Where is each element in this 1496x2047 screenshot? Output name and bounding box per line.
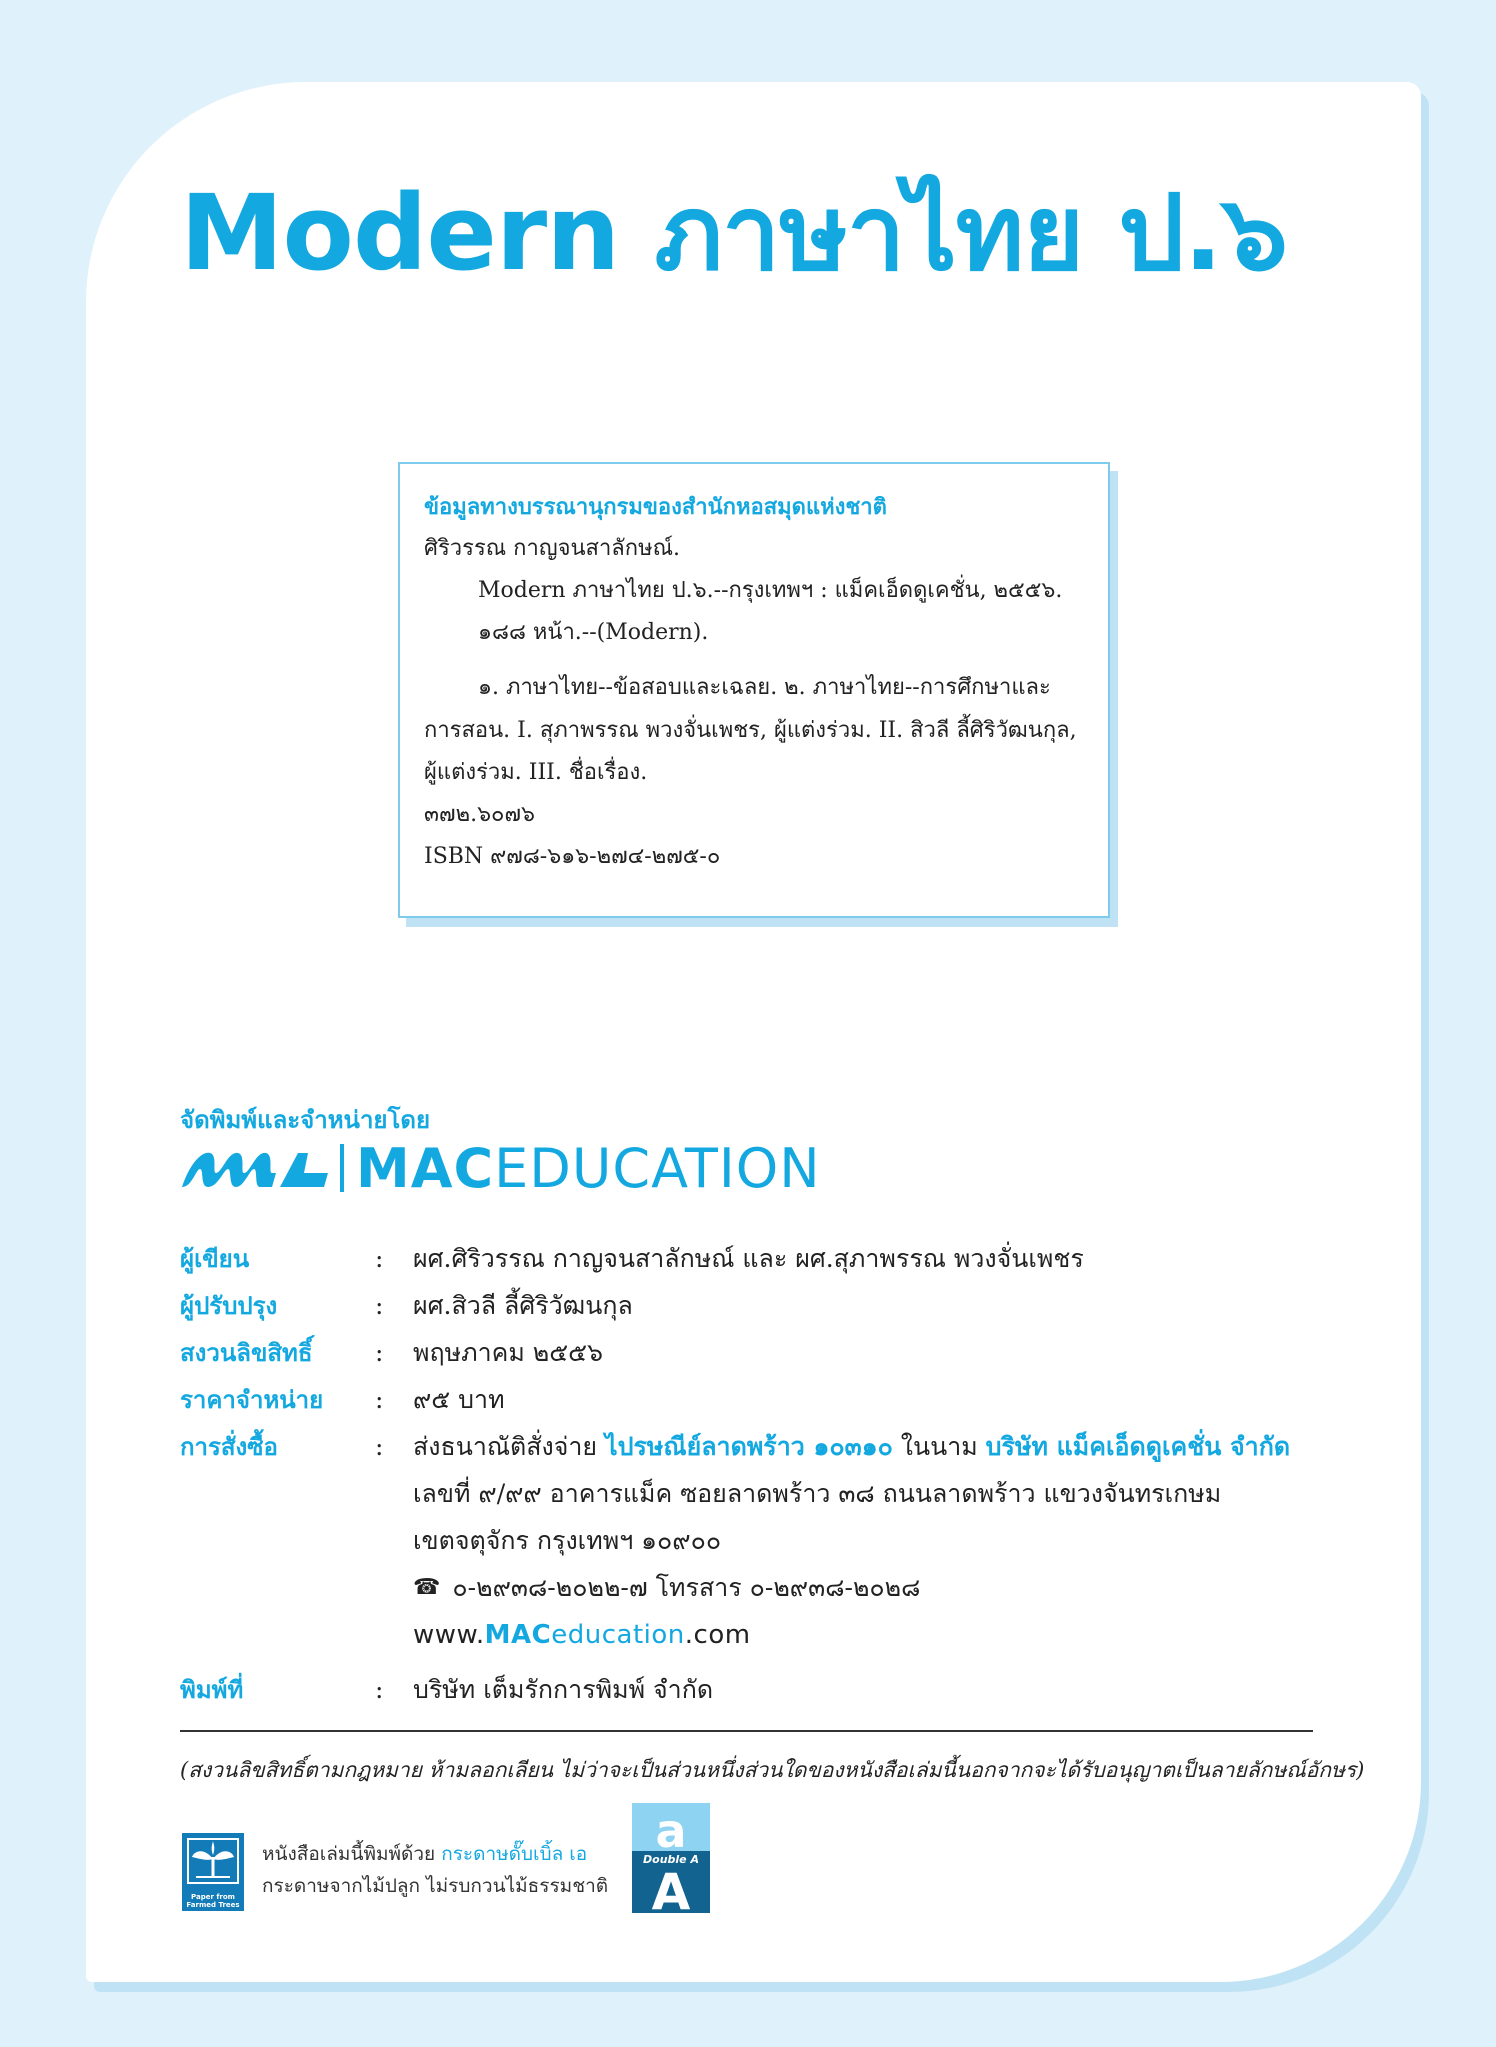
cip-author: ศิริวรรณ กาญจนสาลักษณ์. [424,536,681,561]
logo-divider [340,1144,344,1192]
logo-wordmark: MACEDUCATION [356,1136,821,1200]
address-line2: เขตจตุจักร กรุงเทพฯ ๑๐๙๐๐ [413,1525,722,1555]
cip-line1: Modern ภาษาไทย ป.๖.--กรุงเทพฯ : แม็คเอ็ดดูเคชั่น, ๒๕๕๖. [478,578,1063,603]
cip-para2: การสอน. I. สุภาพรรณ พวงจั่นเพชร, ผู้แต่งร่วม. II. สิวลี ลี้ศิริวัฒนกุล, [424,718,1077,743]
cip-para3: ผู้แต่งร่วม. III. ชื่อเรื่อง. [424,760,648,785]
order-value: ส่งธนาณัติสั่งจ่าย ไปรษณีย์ลาดพร้าว ๑๐๓๑๐ ในนาม บริษัท แม็คเอ็ดดูเคชั่น จำกัด [413,1431,1291,1461]
printer-value: บริษัท เต็มรักการพิมพ์ จำกัด [413,1674,714,1704]
svg-text:a: a [655,1804,687,1858]
info-row-order: การสั่งซื้อ : ส่งธนาณัติสั่งจ่าย ไปรษณีย์ลาดพร้าว ๑๐๓๑๐ ในนาม บริษัท แม็คเอ็ดดูเคชั่น จำกัด [180,1423,1330,1470]
phone-line [180,1564,1330,1611]
mac-education-logo [180,1136,821,1200]
book-title: Modern ภาษาไทย ป.๖ [180,172,1287,294]
price-value: ๙๕ บาท [413,1384,505,1414]
address-line1: เลขที่ ๙/๙๙ อาคารแม็ค ซอยลาดพร้าว ๓๘ ถนนลาดพร้าว แขวงจันทรเกษม [413,1478,1222,1508]
paper-note-line1: หนังสือเล่มนี้พิมพ์ด้วย กระดาษดั๊บเบิ้ล เอ [262,1843,588,1865]
author-value: ผศ.ศิริวรรณ กาญจนสาลักษณ์ และ ผศ.สุภาพรรณ พวงจั่นเพชร [413,1243,1084,1273]
info-row-author: ผู้เขียน : ผศ.ศิริวรรณ กาญจนสาลักษณ์ และ ผศ.สุภาพรรณ พวงจั่นเพชร [180,1235,1330,1282]
cip-para1: ๑. ภาษาไทย--ข้อสอบและเฉลย. ๒. ภาษาไทย--การศึกษาและ [478,675,1051,700]
info-row-editor: ผู้ปรับปรุง : ผศ.สิวลี ลี้ศิริวัฒนกุล [180,1282,1330,1329]
price-label: ราคาจำหน่าย [180,1386,324,1414]
cip-heading: ข้อมูลทางบรรณานุกรมของสำนักหอสมุดแห่งชาติ [424,494,887,520]
cip-box [398,462,1110,918]
printer-label: พิมพ์ที่ [180,1676,244,1704]
double-a-text: Double A [643,1853,699,1866]
info-row-copyright: สงวนลิขสิทธิ์ : พฤษภาคม ๒๕๕๖ [180,1329,1330,1376]
double-a-logo [632,1803,710,1913]
publisher-label: จัดพิมพ์และจำหน่ายโดย [180,1106,431,1134]
phone-icon: ☎ [413,1575,441,1600]
order-label: การสั่งซื้อ [180,1433,278,1461]
post-office: ไปรษณีย์ลาดพร้าว ๑๐๓๑๐ [605,1431,893,1461]
paper-note [262,1838,608,1902]
copyright-label: สงวนลิขสิทธิ์ [180,1339,313,1367]
info-row-price: ราคาจำหน่าย : ๙๕ บาท [180,1376,1330,1423]
farmed-trees-logo [182,1833,244,1911]
website-link[interactable]: www. MAC education .com [413,1619,751,1650]
svg-text:A: A [651,1863,691,1913]
cip-class-number: ๓๗๒.๖๐๗๖ [424,802,535,827]
editor-value: ผศ.สิวลี ลี้ศิริวัฒนกุล [413,1290,633,1320]
info-row-printer: พิมพ์ที่ : บริษัท เต็มรักการพิมพ์ จำกัด [180,1666,1330,1713]
tree-caption: Paper from Farmed Trees [186,1893,240,1909]
copyright-value: พฤษภาคม ๒๕๕๖ [413,1337,603,1367]
editor-label: ผู้ปรับปรุง [180,1292,278,1320]
mac-logo-icon [180,1143,330,1193]
cip-isbn: ISBN ๙๗๘-๖๑๖-๒๗๔-๒๗๕-๐ [424,844,721,869]
tree-icon [182,1833,244,1889]
copyright-notice: (สงวนลิขสิทธิ์ตามกฎหมาย ห้ามลอกเลียน ไม่ว่าจะเป็นส่วนหนึ่งส่วนใดของหนังสือเล่มนี้นอกจากจะได้รับอนุญาตเป็นลายลักษณ์อักษร) [180,1758,1365,1782]
cip-line2: ๑๘๘ หน้า.--(Modern). [478,620,709,645]
divider-rule [180,1730,1313,1732]
company-name: บริษัท แม็คเอ็ดดูเคชั่น จำกัด [985,1431,1291,1461]
publication-info [180,1235,1330,1713]
author-label: ผู้เขียน [180,1245,250,1273]
paper-note-line2: กระดาษจากไม้ปลูก ไม่รบกวนไม้ธรรมชาติ [262,1875,609,1897]
phone-numbers: ๐-๒๙๓๘-๒๐๒๒-๗ โทรสาร ๐-๒๙๓๘-๒๐๒๘ [452,1572,921,1602]
